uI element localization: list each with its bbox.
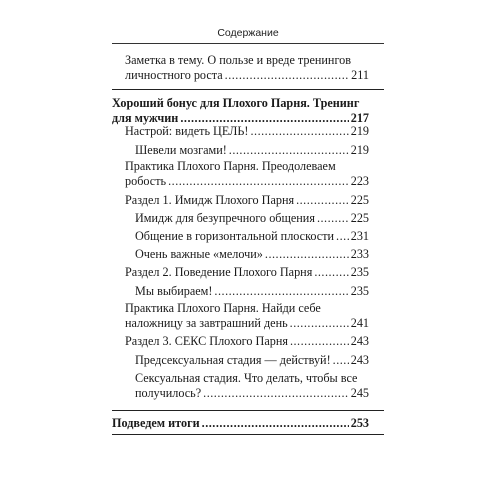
toc-entry-text: Практика Плохого Парня. Найди себе [125, 301, 321, 315]
dot-leader [265, 247, 349, 262]
toc-page-number: 233 [350, 247, 369, 261]
toc-page-number: 223 [350, 174, 369, 188]
toc-entry-text: Сексуальная стадия. Что делать, чтобы все [135, 371, 358, 385]
dot-leader [336, 229, 349, 244]
dot-leader [168, 174, 349, 189]
dot-leader [203, 386, 349, 401]
toc-entry [112, 96, 369, 126]
toc-entry [135, 211, 369, 226]
toc-entry-text: Подведем итоги [112, 416, 200, 430]
section-separator [112, 89, 384, 90]
toc-entry-text: Практика Плохого Парня. Преодолеваем [125, 159, 336, 173]
toc-entry [135, 371, 369, 401]
dot-leader [296, 193, 349, 208]
toc-entry-text: Настрой: видеть ЦЕЛЬ! [125, 124, 249, 138]
toc-entry-text: Заметка в тему. О пользе и вреде тренингов [125, 53, 351, 67]
toc-page-number: 235 [350, 265, 369, 279]
toc-page-number: 243 [350, 353, 369, 367]
toc-page-number: 225 [350, 211, 369, 225]
page-header-title: Содержание [217, 27, 279, 39]
toc-entry [112, 416, 369, 431]
toc-page-number: 253 [350, 416, 369, 430]
toc-entry-text: наложницу за завтрашний день [125, 316, 288, 330]
toc-entry-text: для мужчин [112, 111, 179, 125]
toc-entry [135, 284, 369, 299]
toc-entry [125, 53, 369, 83]
toc-entry [125, 265, 369, 280]
toc-entry-text: робость [125, 174, 167, 188]
toc-entry [135, 143, 369, 158]
toc-page-number: 235 [350, 284, 369, 298]
section-separator [112, 434, 384, 435]
toc-entry [135, 229, 369, 244]
dot-leader [290, 334, 349, 349]
toc-entry [125, 193, 369, 208]
toc-entry-text: Общение в горизонтальной плоскости [135, 229, 335, 243]
dot-leader [202, 416, 349, 431]
toc-page-number: 211 [351, 68, 369, 82]
toc-entry [125, 124, 369, 139]
dot-leader [225, 68, 350, 83]
toc-page-number: 245 [350, 386, 369, 400]
dot-leader [314, 265, 348, 280]
toc-page-number: 217 [350, 111, 369, 125]
dot-leader [250, 124, 348, 139]
toc-entry [135, 353, 369, 368]
toc-page-number: 231 [350, 229, 369, 243]
toc-entry-text: Хороший бонус для Плохого Парня. Тренинг [112, 96, 360, 110]
toc-page-number: 243 [350, 334, 369, 348]
toc-entry-text: Предсексуальная стадия — действуй! [135, 353, 331, 367]
toc-page-number: 219 [350, 124, 369, 138]
toc-entry-text: Мы выбираем! [135, 284, 213, 298]
toc-entry [125, 159, 369, 189]
toc-page-number: 225 [350, 193, 369, 207]
toc-entry [125, 301, 369, 331]
dot-leader [290, 316, 349, 331]
dot-leader [229, 143, 349, 158]
toc-entry [135, 247, 369, 262]
toc-entry-text: Имидж для безупречного общения [135, 211, 315, 225]
toc-entry-text: Раздел 1. Имидж Плохого Парня [125, 193, 295, 207]
dot-leader [214, 284, 348, 299]
toc-page-number: 241 [350, 316, 369, 330]
toc-entry-text: личностного роста [125, 68, 223, 82]
dot-leader [333, 353, 349, 368]
toc-entry [125, 334, 369, 349]
toc-entry-text: Шевели мозгами! [135, 143, 227, 157]
toc-entry-text: Раздел 3. СЕКС Плохого Парня [125, 334, 288, 348]
section-separator [112, 410, 384, 411]
header-rule [112, 43, 384, 44]
toc-entry-text: Раздел 2. Поведение Плохого Парня [125, 265, 313, 279]
toc-entry-text: Очень важные «мелочи» [135, 247, 263, 261]
dot-leader [317, 211, 349, 226]
toc-page-number: 219 [350, 143, 369, 157]
toc-entry-text: получилось? [135, 386, 202, 400]
